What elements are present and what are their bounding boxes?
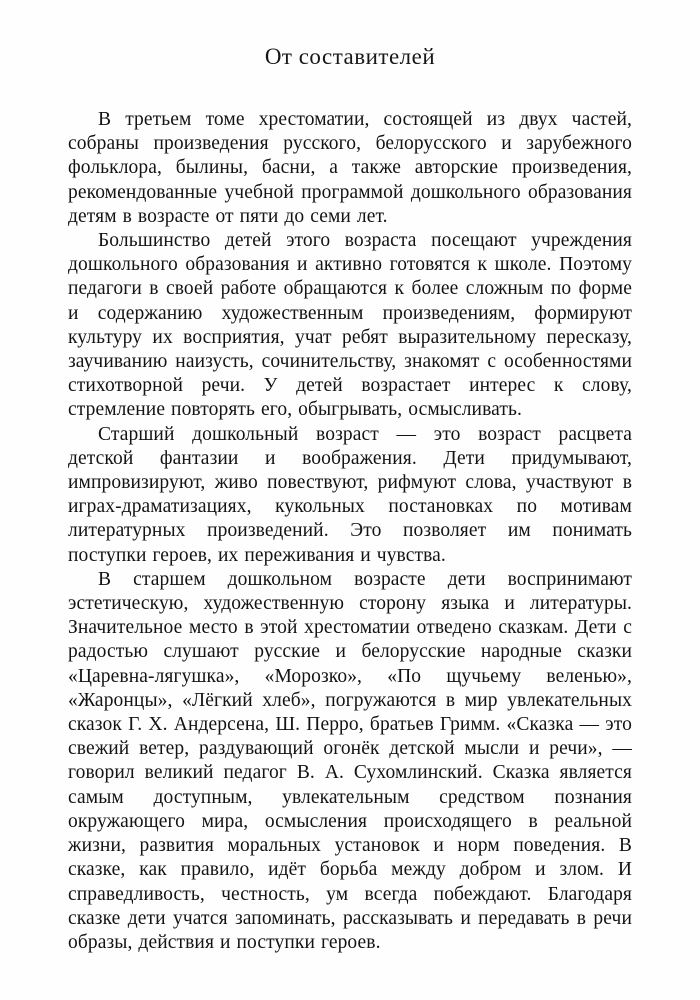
paragraph-3: Старший дошкольный возраст — это возраст расцвета детской фантазии и воображения. Дети придумывают, импровизируют, живо повествуют, рифмуют слова, участвуют в играх-драматизациях, кукольных постановках по мотивам литературных произведений. Это позволяет им понимать поступки героев, их переживания и чувства. [68,423,632,566]
paragraph-4: В старшем дошкольном возрасте дети воспринимают эстетическую, художественную сторону языка и литературы. Значительное место в этой хрестоматии отведено сказкам. Дети с радостью слушают русские и белорусские народные сказки «Царевна-лягушка», «Морозко», «По щучьему веленью», «Жаронцы», «Лёгкий хлеб», погружаются в мир увлекательных сказок Г. Х. Андерсена, Ш. Перро, братьев Гримм. «Сказка — это свежий ветер, раздувающий огонёк детской мысли и речи», — говорил великий педагог В. А. Сухомлинский. Сказка является самым доступным, увлекательным средством познания окружающего мира, осмысления происходящего в реальной жизни, развития моральных установок и норм поведения. В сказке, как правило, идёт борьба между добром и злом. И справедливость, честность, ум всегда побеждают. Благодаря сказке дети учатся запоминать, рассказывать и передавать в речи образы, действия и поступки героев. [68,568,632,953]
paragraph-2: Большинство детей этого возраста посещают учреждения дошкольного образования и активно готовятся к школе. Поэтому педагоги в своей работе обращаются к более сложным по форме и содержанию художественным произведениям, формируют культуру их восприятия, учат ребят выразительному пересказу, заучиванию наизусть, сочинительству, знакомят с особенностями стихотворной речи. У детей возрастает интерес к слову, стремление повторять его, обыгрывать, осмысливать. [68,230,632,421]
page-content [68,44,632,955]
page-title: От составителей [264,44,436,69]
body-text [68,108,632,955]
paragraph-1: В третьем томе хрестоматии, состоящей из двух частей, собраны произведения русского, белорусского и зарубежного фольклора, былины, басни, а также авторские произведения, рекомендованные учебной программой дошкольного образования детям в возрасте от пяти до семи лет. [68,109,632,227]
